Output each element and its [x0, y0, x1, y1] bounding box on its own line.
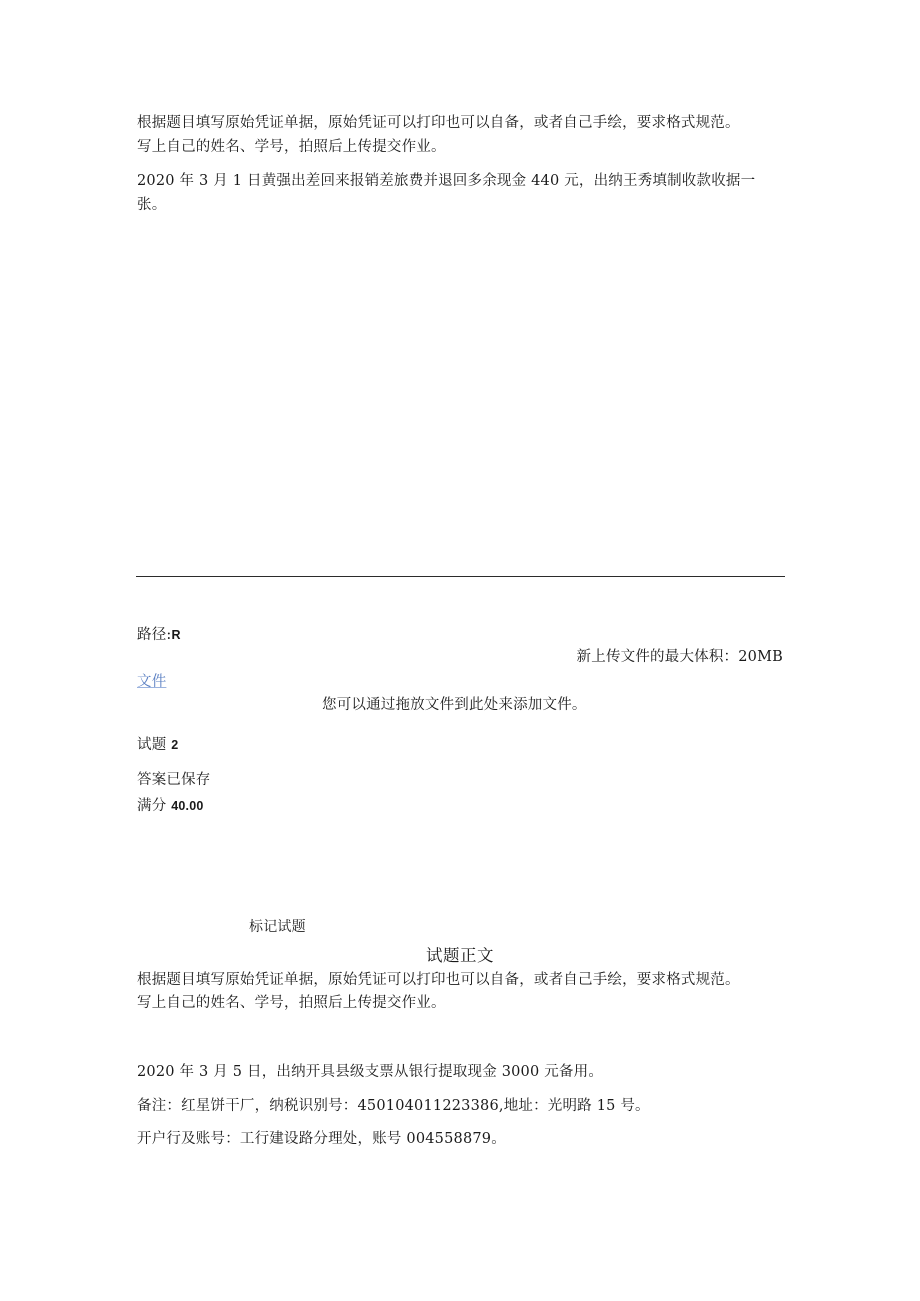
drop-zone-hint[interactable]: 您可以通过拖放文件到此处来添加文件。: [322, 697, 587, 713]
max-file-size: 新上传文件的最大体积：20MB: [576, 649, 783, 665]
score-info: [137, 795, 204, 818]
path-label: 路径:: [137, 627, 172, 643]
answer-status: 答案已保存: [137, 772, 211, 788]
question-number: 2: [171, 738, 179, 752]
q2-body-line3: 开户行及账号：工行建设路分理处，账号 004558879。: [137, 1131, 506, 1147]
q2-instruction-line2: 写上自己的姓名、学号，拍照后上传提交作业。: [137, 995, 446, 1011]
question-label: 试题: [137, 737, 167, 753]
upload-path: [137, 624, 181, 647]
flag-question-link[interactable]: 标记试题: [249, 919, 306, 935]
score-value: 40.00: [171, 799, 204, 813]
q1-body-line1: 2020 年 3 月 1 日黄强出差回来报销差旅费并退回多余现金 440 元，出纳王秀填制收款收据一: [137, 173, 756, 189]
q2-body-line2: 备注：红星饼干厂，纳税识别号：450104011223386,地址：光明路 15 号。: [137, 1098, 650, 1114]
score-label: 满分: [137, 798, 167, 814]
q1-instruction-line1: 根据题目填写原始凭证单据，原始凭证可以打印也可以自备，或者自己手绘，要求格式规范。: [137, 115, 740, 131]
section-divider: [136, 576, 785, 577]
q2-instruction-line1: 根据题目填写原始凭证单据，原始凭证可以打印也可以自备，或者自己手绘，要求格式规范。: [137, 972, 740, 988]
path-value: R: [171, 628, 181, 642]
q1-body-line2: 张。: [137, 197, 167, 213]
file-link[interactable]: 文件: [137, 674, 167, 690]
q2-body-line1: 2020 年 3 月 5 日，出纳开具县级支票从银行提取现金 3000 元备用。: [137, 1064, 604, 1080]
question-text-title: 试题正文: [426, 946, 494, 965]
question-header: [137, 734, 178, 757]
q1-instruction-line2: 写上自己的姓名、学号，拍照后上传提交作业。: [137, 139, 446, 155]
